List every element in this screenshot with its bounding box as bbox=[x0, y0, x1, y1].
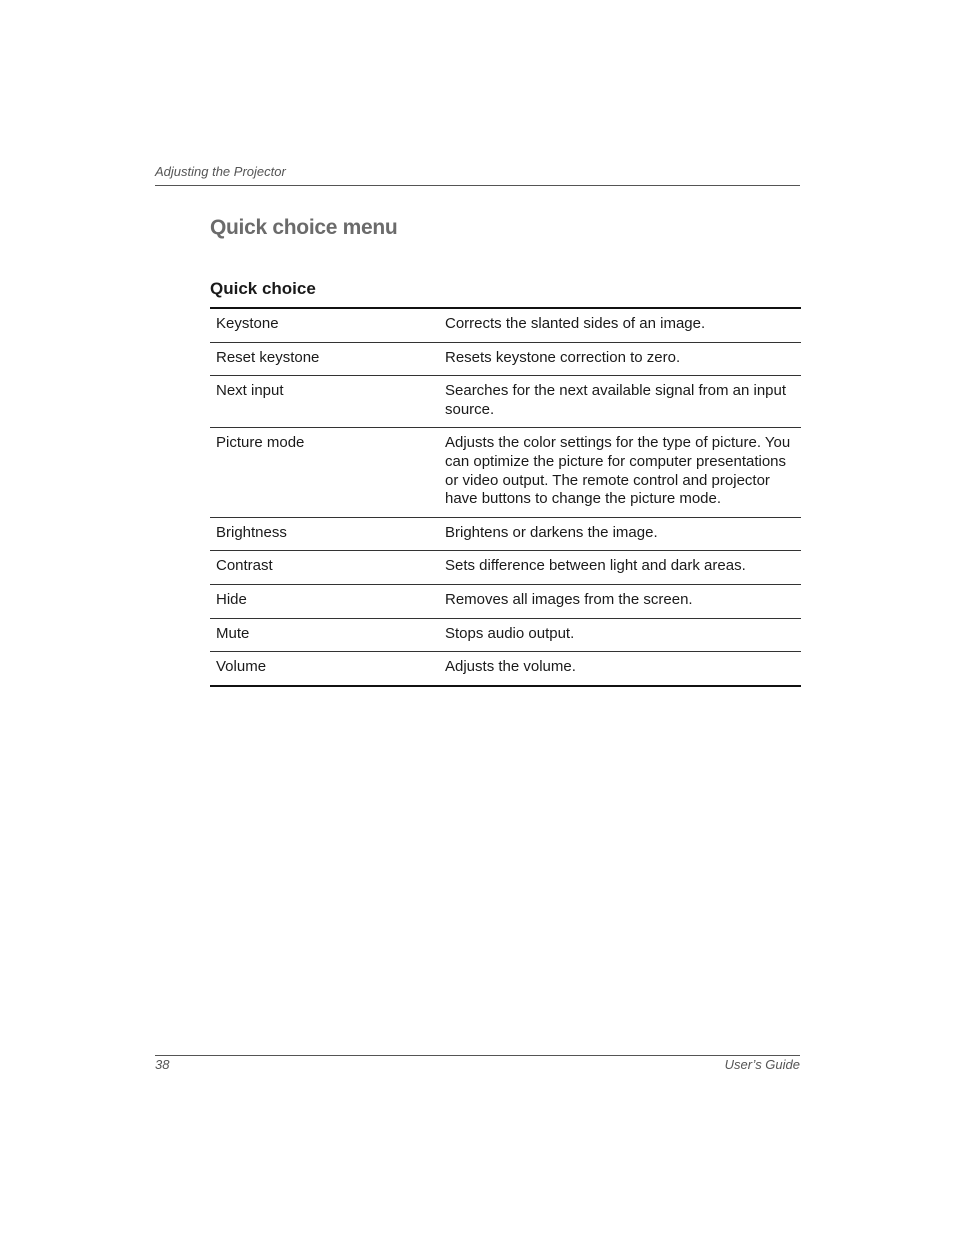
option-name: Next input bbox=[210, 376, 439, 428]
chapter-title: Adjusting the Projector bbox=[155, 164, 286, 179]
option-description: Adjusts the volume. bbox=[445, 658, 576, 676]
table-row bbox=[210, 342, 801, 376]
option-description: Corrects the slanted sides of an image. bbox=[439, 308, 801, 342]
option-name: Mute bbox=[210, 618, 439, 652]
option-name: Brightness bbox=[210, 517, 439, 551]
option-description: Searches for the next available signal from an input source. bbox=[439, 376, 801, 428]
option-name: Contrast bbox=[210, 551, 439, 585]
quick-choice-table bbox=[210, 307, 801, 687]
table-row bbox=[210, 308, 801, 342]
option-description: Adjusts the color settings for the type of picture. You can optimize the picture for computer presentations or video output. The remote control and projector have buttons to change the picture mode. bbox=[439, 428, 801, 517]
option-description: Removes all images from the screen. bbox=[439, 584, 801, 618]
table-row bbox=[210, 584, 801, 618]
table-row bbox=[210, 517, 801, 551]
option-description: Resets keystone correction to zero. bbox=[439, 342, 801, 376]
table-row bbox=[210, 551, 801, 585]
table-row bbox=[210, 618, 801, 652]
option-name: Reset keystone bbox=[210, 342, 439, 376]
option-name: Keystone bbox=[210, 308, 439, 342]
table-caption: Quick choice bbox=[210, 279, 316, 298]
option-description: Stops audio output. bbox=[439, 618, 801, 652]
section-title: Quick choice menu bbox=[210, 216, 398, 239]
table-row bbox=[210, 376, 801, 428]
option-description: Sets difference between light and dark areas. bbox=[439, 551, 801, 585]
running-header bbox=[155, 163, 800, 186]
option-name: Hide bbox=[210, 584, 439, 618]
option-name: Volume bbox=[216, 658, 267, 676]
guide-title: User’s Guide bbox=[724, 1057, 800, 1072]
option-description: Brightens or darkens the image. bbox=[439, 517, 801, 551]
option-name: Picture mode bbox=[210, 428, 439, 517]
page-number: 38 bbox=[155, 1057, 170, 1072]
table-row bbox=[210, 652, 801, 686]
table-row bbox=[210, 428, 801, 517]
running-footer bbox=[155, 1055, 800, 1078]
